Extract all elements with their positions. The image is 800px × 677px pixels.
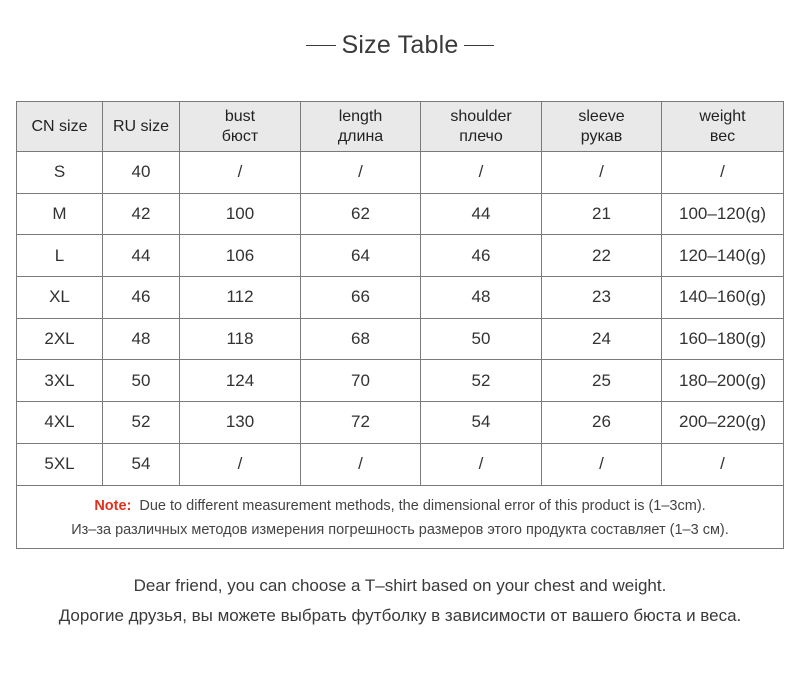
header-bust: bust бюст — [180, 102, 301, 152]
cell: / — [421, 152, 542, 194]
cell: / — [180, 152, 301, 194]
cell: / — [662, 443, 784, 485]
cell: 112 — [180, 277, 301, 319]
cell: 46 — [421, 235, 542, 277]
table-row — [17, 277, 784, 319]
cell: 40 — [103, 152, 180, 194]
header-row — [17, 102, 784, 152]
header-cn-size: CN size — [17, 102, 103, 152]
title-text: Size Table — [341, 31, 459, 59]
cell: 54 — [103, 443, 180, 485]
table-row — [17, 402, 784, 444]
cell: 68 — [301, 318, 421, 360]
footer-text-ru: Дорогие друзья, вы можете выбрать футболку в зависимости от вашего бюста и веса. — [58, 606, 742, 625]
cell: 72 — [301, 402, 421, 444]
cell: 120–140(g) — [662, 235, 784, 277]
cell: 2XL — [17, 318, 103, 360]
cell: 118 — [180, 318, 301, 360]
header-shoulder: shoulder плечо — [421, 102, 542, 152]
note-text-en: Due to different measurement methods, the dimensional error of this product is (1–3cm). — [139, 497, 706, 514]
cell: 100 — [180, 193, 301, 235]
cell: 23 — [542, 277, 662, 319]
cell: 64 — [301, 235, 421, 277]
cell: / — [542, 152, 662, 194]
cell: 130 — [180, 402, 301, 444]
cell: 3XL — [17, 360, 103, 402]
cell: 24 — [542, 318, 662, 360]
note-label: Note: — [94, 497, 132, 514]
header-ru-size: RU size — [103, 102, 180, 152]
title-dash-right — [464, 45, 494, 47]
footer-text-en: Dear friend, you can choose a T–shirt based on your chest and weight. — [133, 576, 667, 595]
cell: 54 — [421, 402, 542, 444]
cell: 70 — [301, 360, 421, 402]
cell: 140–160(g) — [662, 277, 784, 319]
cell: 42 — [103, 193, 180, 235]
cell: L — [17, 235, 103, 277]
cell: 44 — [421, 193, 542, 235]
note-row — [17, 485, 784, 548]
cell: 160–180(g) — [662, 318, 784, 360]
table-row — [17, 152, 784, 194]
cell: M — [17, 193, 103, 235]
header-sleeve: sleeve рукав — [542, 102, 662, 152]
cell: 26 — [542, 402, 662, 444]
cell: 180–200(g) — [662, 360, 784, 402]
cell: / — [542, 443, 662, 485]
cell: 52 — [421, 360, 542, 402]
cell: / — [301, 443, 421, 485]
note-cell — [17, 485, 784, 548]
table-row — [17, 235, 784, 277]
cell: 106 — [180, 235, 301, 277]
cell: XL — [17, 277, 103, 319]
cell: 50 — [103, 360, 180, 402]
note-text-ru: Из–за различных методов измерения погрешность размеров этого продукта составляет (1–3 см). — [71, 521, 729, 538]
table-row — [17, 443, 784, 485]
cell: 124 — [180, 360, 301, 402]
cell: 52 — [103, 402, 180, 444]
table-row — [17, 193, 784, 235]
cell: / — [421, 443, 542, 485]
cell: 48 — [103, 318, 180, 360]
cell: 46 — [103, 277, 180, 319]
cell: 21 — [542, 193, 662, 235]
size-table — [16, 101, 784, 549]
cell: 22 — [542, 235, 662, 277]
cell: 5XL — [17, 443, 103, 485]
cell: 50 — [421, 318, 542, 360]
title-dash-left — [306, 45, 336, 47]
cell: 100–120(g) — [662, 193, 784, 235]
cell: 48 — [421, 277, 542, 319]
cell: S — [17, 152, 103, 194]
cell: 66 — [301, 277, 421, 319]
cell: / — [180, 443, 301, 485]
cell: 4XL — [17, 402, 103, 444]
cell: 25 — [542, 360, 662, 402]
cell: 62 — [301, 193, 421, 235]
header-weight: weight вес — [662, 102, 784, 152]
cell: / — [662, 152, 784, 194]
table-row — [17, 318, 784, 360]
cell: / — [301, 152, 421, 194]
table-row — [17, 360, 784, 402]
cell: 44 — [103, 235, 180, 277]
page-title — [0, 31, 800, 60]
cell: 200–220(g) — [662, 402, 784, 444]
header-length: length длина — [301, 102, 421, 152]
